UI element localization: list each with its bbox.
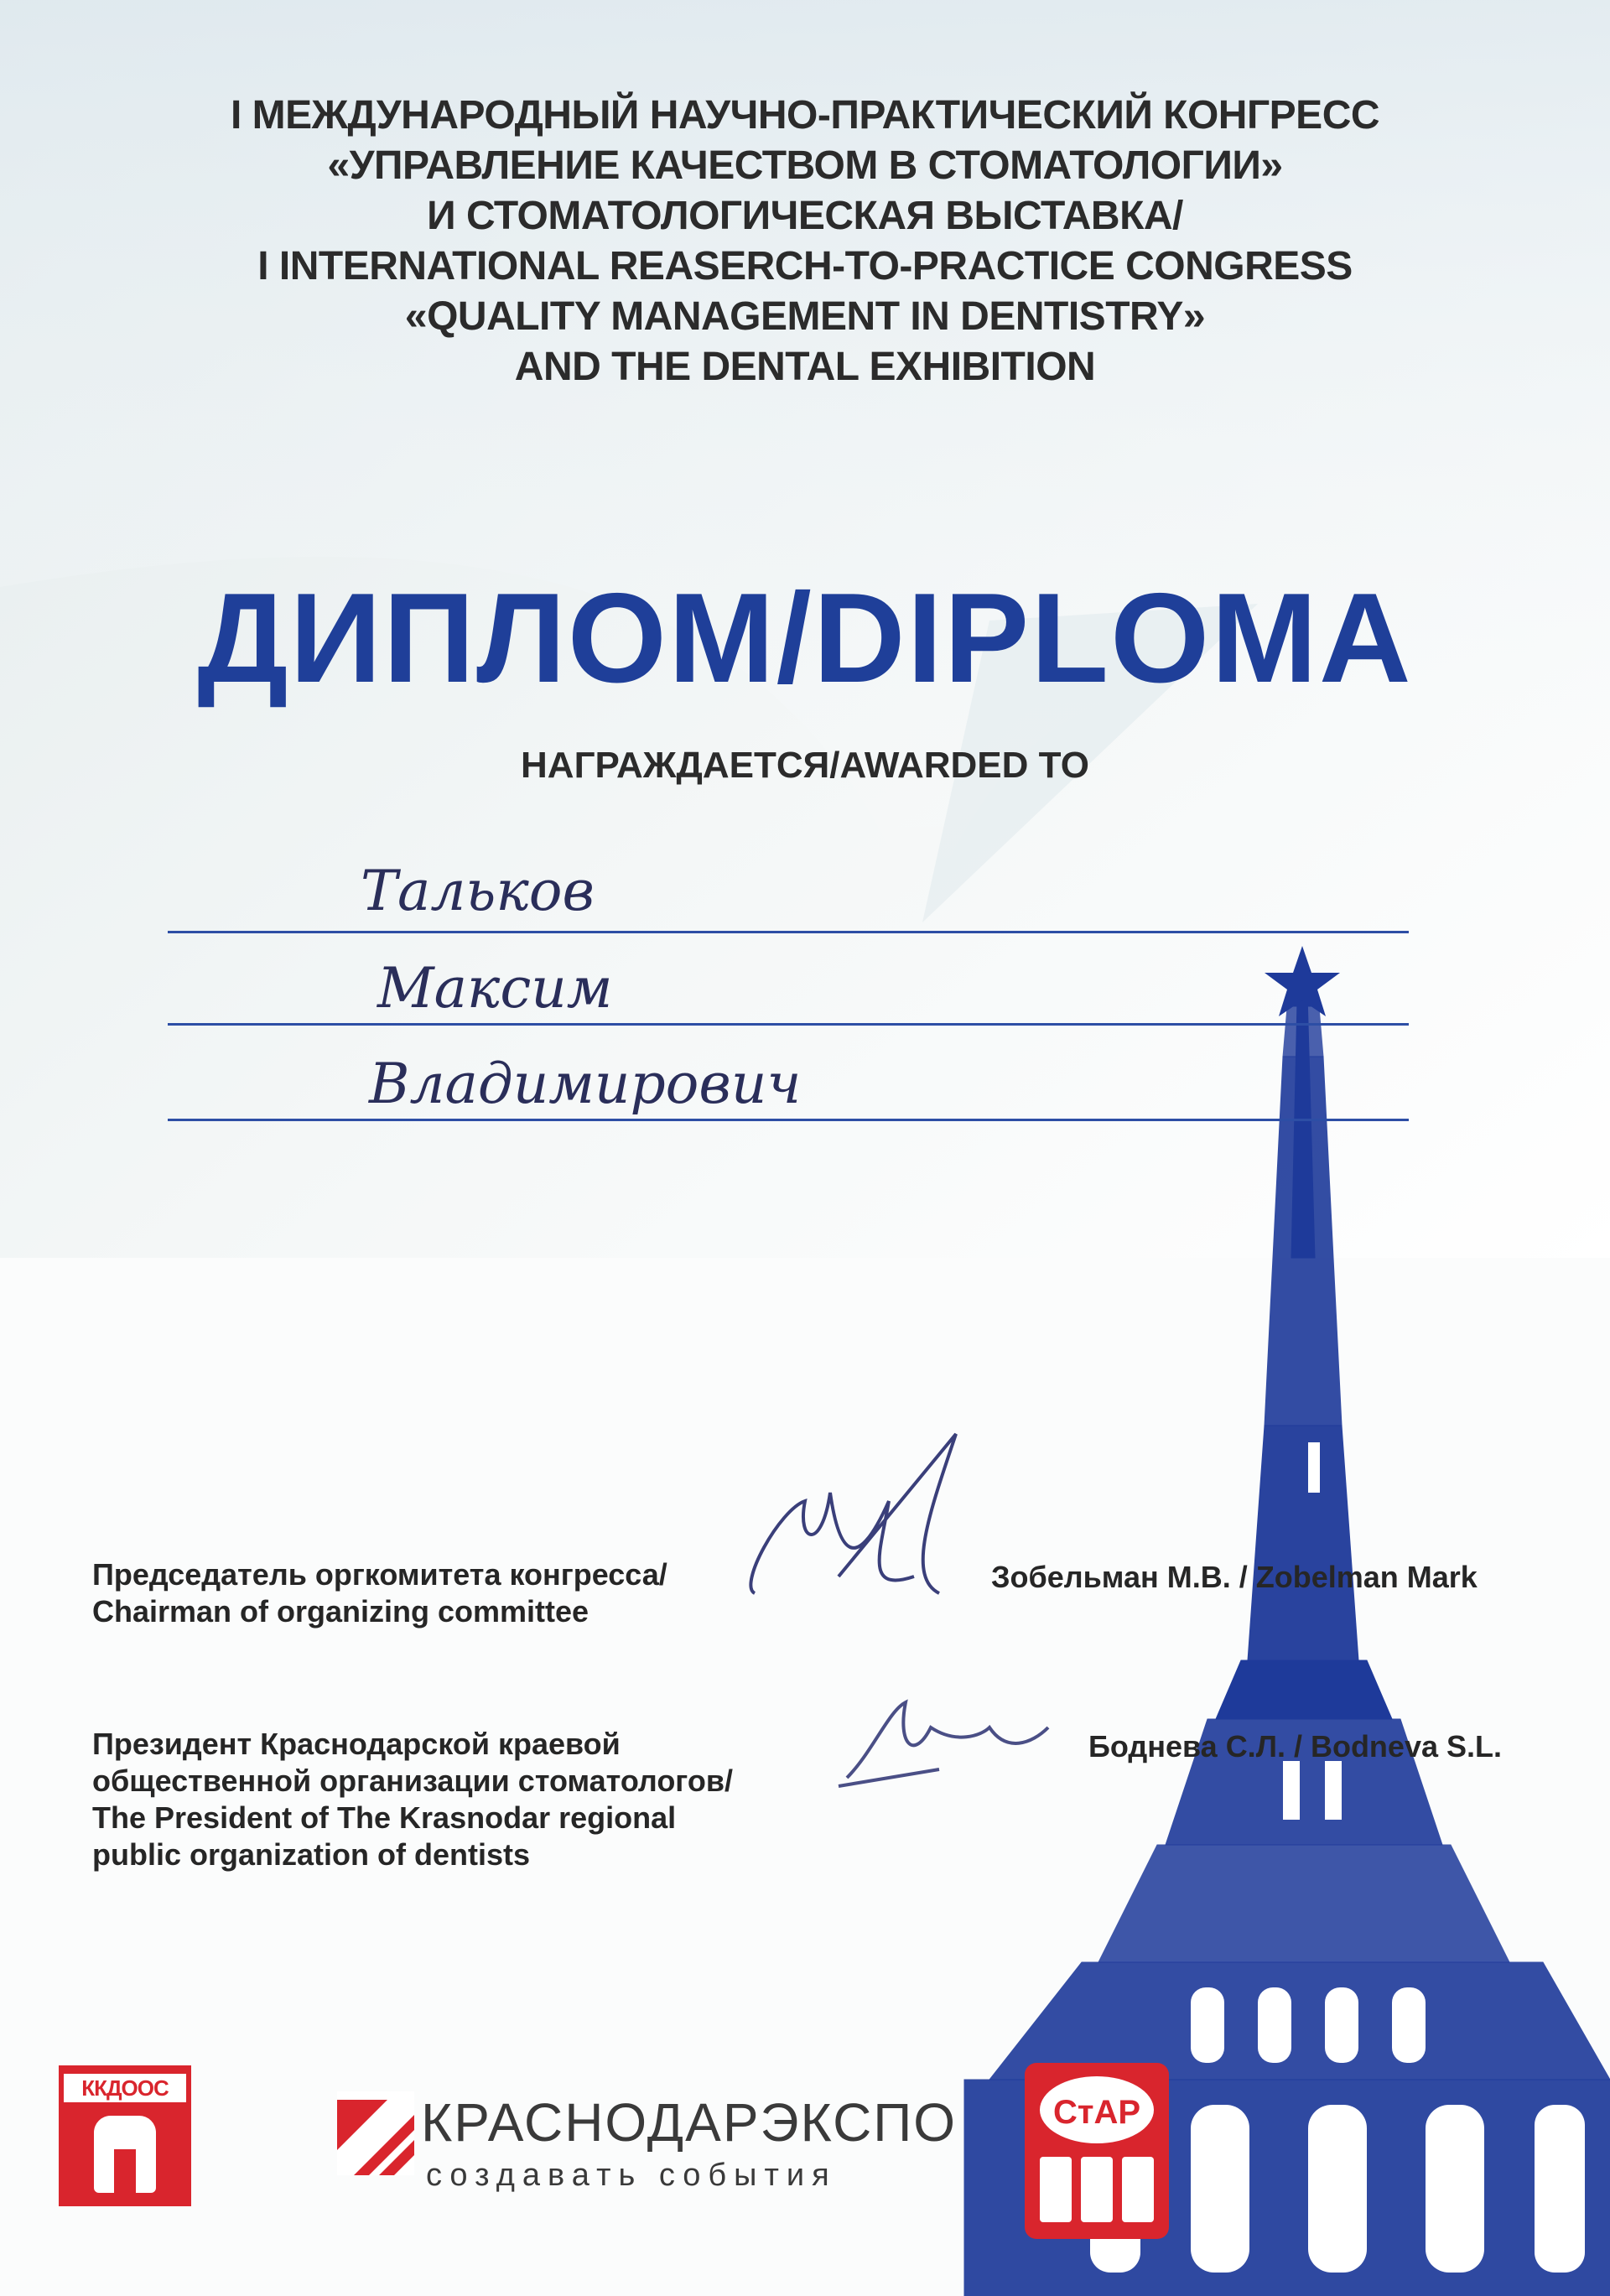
star-logo-label: СтАР [1052,2094,1141,2131]
header-line: I INTERNATIONAL REASERCH-TO-PRACTICE CONGRESS [257,244,1353,288]
recipient-surname: Тальков [361,859,595,923]
signature-chairman [750,1434,956,1593]
president-name: Боднева С.Л. / Bodneva S.L. [1088,1729,1502,1764]
header-line: «QUALITY MANAGEMENT IN DENTISTRY» [404,294,1206,339]
name-underline [168,1023,1409,1026]
congress-header [0,91,1610,392]
chairman-name: Зобельман М.В. / Zobelman Mark [991,1560,1478,1594]
diploma-title: ДИПЛОМ/DIPLOMA [197,567,1413,709]
recipient-patronymic: Владимирович [369,1052,802,1116]
recipient-first-name: Максим [377,956,613,1021]
krasnodarexpo-icon [337,2091,414,2175]
krasnodarexpo-name: КРАСНОДАРЭКСПО [421,2092,958,2153]
signature-president [839,1702,1048,1786]
name-underline [168,931,1409,933]
tooth-icon [94,2116,156,2193]
kkdoos-logo [59,2065,191,2206]
president-position: Президент Краснодарской краевой общественной организации стоматологов/ The President of The Krasnodar regional public organization of dentists [92,1727,733,1872]
header-line: I МЕЖДУНАРОДНЫЙ НАУЧНО-ПРАКТИЧЕСКИЙ КОНГРЕСС [230,93,1380,138]
header-line: AND THE DENTAL EXHIBITION [514,345,1096,389]
chairman-position: Председатель оргкомитета конгресса/ Chairman of organizing committee [92,1557,667,1628]
star-association-logo [1025,2063,1169,2239]
kkdoos-logo-label: ККДООС [64,2074,186,2102]
header-line: «УПРАВЛЕНИЕ КАЧЕСТВОМ В СТОМАТОЛОГИИ» [327,143,1283,188]
awarded-label: НАГРАЖДАЕТСЯ/AWARDED TO [521,745,1089,786]
header-line: И СТОМАТОЛОГИЧЕСКАЯ ВЫСТАВКА/ [427,194,1183,238]
krasnodarexpo-slogan: создавать события [426,2158,837,2193]
name-underline [168,1119,1409,1121]
